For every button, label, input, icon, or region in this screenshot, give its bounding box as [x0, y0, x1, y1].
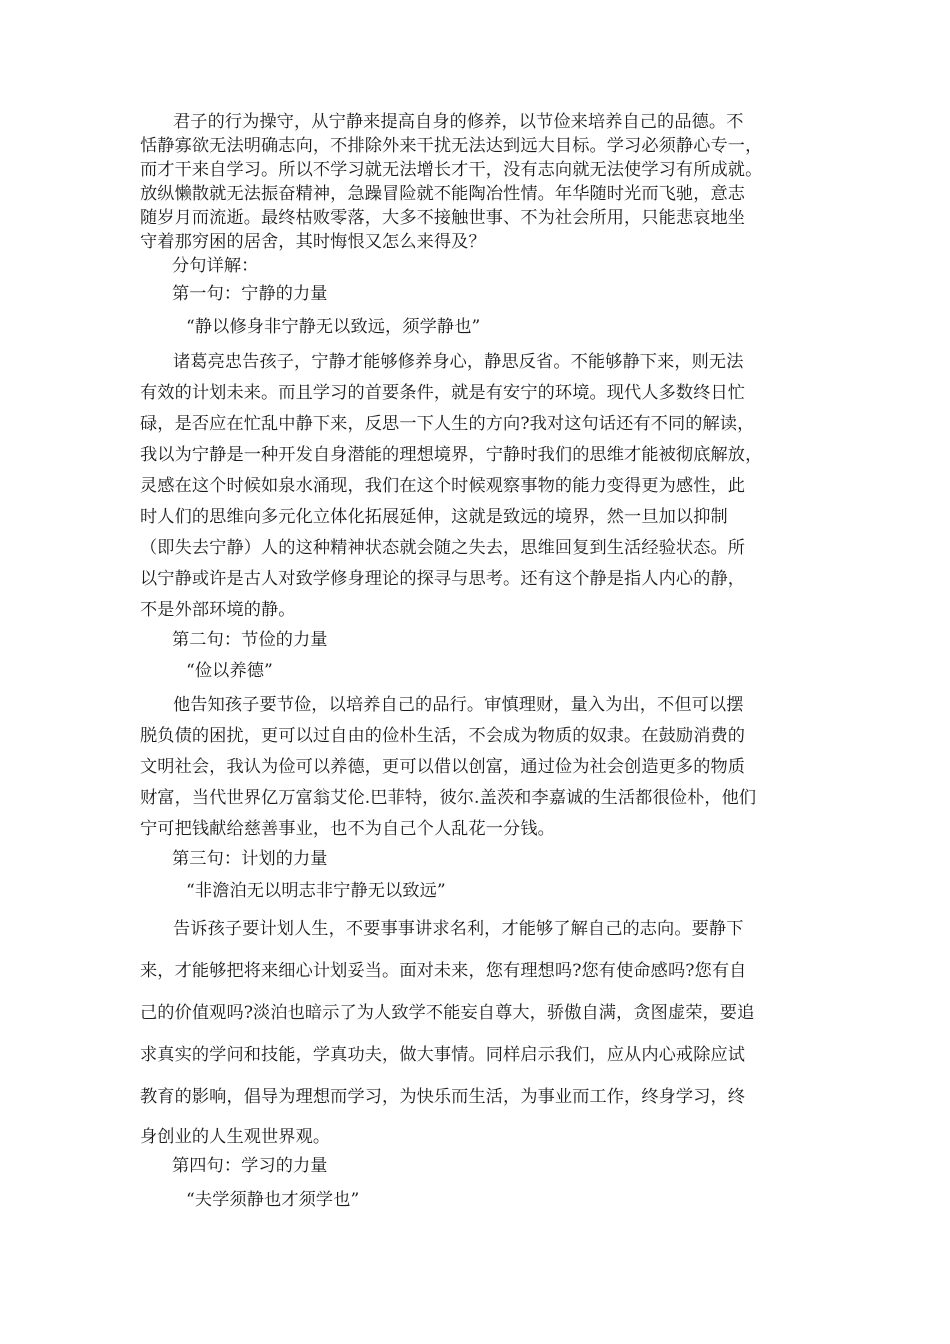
- section-4-heading: 第四句：学习的力量: [172, 1156, 328, 1176]
- section-1-heading: 第一句：宁静的力量: [172, 284, 328, 304]
- section-1-line-1: 诸葛亮忠告孩子，宁静才能够修养身心，静思反省。不能够静下来，则无法: [173, 352, 744, 372]
- section-2-line-2: 脱负债的困扰，更可以过自由的俭朴生活，不会成为物质的奴隶。在鼓励消费的: [140, 726, 746, 746]
- section-3-line-3: 己的价值观吗?淡泊也暗示了为人致学不能妄自尊大，骄傲自满，贪图虚荣，要追: [140, 1003, 755, 1023]
- section-1-line-2: 有效的计划未来。而且学习的首要条件，就是有安宁的环境。现代人多数终日忙: [140, 383, 746, 403]
- intro-line-1: 君子的行为操守，从宁静来提高自身的修养，以节俭来培养自己的品德。不: [173, 112, 744, 132]
- intro-line-6: 守着那穷困的居舍，其时悔恨又怎么来得及？: [140, 232, 486, 252]
- section-3-line-6: 身创业的人生观世界观。: [140, 1127, 331, 1147]
- section-1-line-9: 不是外部环境的静。: [140, 600, 296, 620]
- section-3-quote: “非澹泊无以明志非宁静无以致远”: [186, 881, 446, 901]
- section-1-line-7: （即失去宁静）人的这种精神状态就会随之失去，思维回复到生活经验状态。所: [140, 538, 746, 558]
- intro-line-4: 放纵懒散就无法振奋精神，急躁冒险就不能陶冶性情。年华随时光而飞驰，意志: [140, 184, 746, 204]
- section-2-line-5: 宁可把钱献给慈善事业，也不为自己个人乱花一分钱。: [140, 819, 555, 839]
- intro-line-5: 随岁月而流逝。最终枯败零落，大多不接触世事、不为社会所用，只能悲哀地坐: [140, 208, 746, 228]
- section-1-line-5: 灵感在这个时候如泉水涌现，我们在这个时候观察事物的能力变得更为感性，此: [140, 476, 746, 496]
- section-1-quote: “静以修身非宁静无以致远，须学静也”: [186, 317, 481, 337]
- section-label: 分句详解：: [172, 256, 259, 276]
- section-2-line-1: 他告知孩子要节俭，以培养自己的品行。审慎理财，量入为出，不但可以摆: [173, 695, 744, 715]
- section-2-heading: 第二句：节俭的力量: [172, 630, 328, 650]
- section-2-line-3: 文明社会，我认为俭可以养德，更可以借以创富，通过俭为社会创造更多的物质: [140, 757, 746, 777]
- section-1-line-6: 时人们的思维向多元化立体化拓展延伸，这就是致远的境界，然一旦加以抑制: [140, 507, 728, 527]
- section-3-line-4: 求真实的学问和技能，学真功夫，做大事情。同样启示我们，应从内心戒除应试: [140, 1045, 746, 1065]
- section-3-line-1: 告诉孩子要计划人生，不要事事讲求名利，才能够了解自己的志向。要静下: [173, 919, 744, 939]
- section-4-quote: “夫学须静也才须学也”: [186, 1190, 360, 1210]
- section-3-heading: 第三句：计划的力量: [172, 849, 328, 869]
- section-2-line-4: 财富，当代世界亿万富翁艾伦.巴菲特，彼尔.盖茨和李嘉诚的生活都很俭朴，他们: [140, 788, 757, 808]
- section-1-line-4: 我以为宁静是一种开发自身潜能的理想境界，宁静时我们的思维才能被彻底解放，: [140, 445, 763, 465]
- section-2-quote: “俭以养德”: [186, 661, 273, 681]
- intro-line-3: 而才干来自学习。所以不学习就无法增长才干，没有志向就无法使学习有所成就。: [140, 160, 763, 180]
- section-1-line-3: 碌，是否应在忙乱中静下来，反思一下人生的方向?我对这句话还有不同的解读，: [140, 414, 755, 434]
- section-1-line-8: 以宁静或许是古人对致学修身理论的探寻与思考。还有这个静是指人内心的静，: [140, 569, 746, 589]
- section-3-line-5: 教育的影响，倡导为理想而学习，为快乐而生活，为事业而工作，终身学习，终: [140, 1087, 746, 1107]
- section-3-line-2: 来，才能够把将来细心计划妥当。面对未来，您有理想吗?您有使命感吗?您有自: [140, 961, 747, 981]
- intro-line-2: 恬静寡欲无法明确志向，不排除外来干扰无法达到远大目标。学习必须静心专一，: [140, 136, 763, 156]
